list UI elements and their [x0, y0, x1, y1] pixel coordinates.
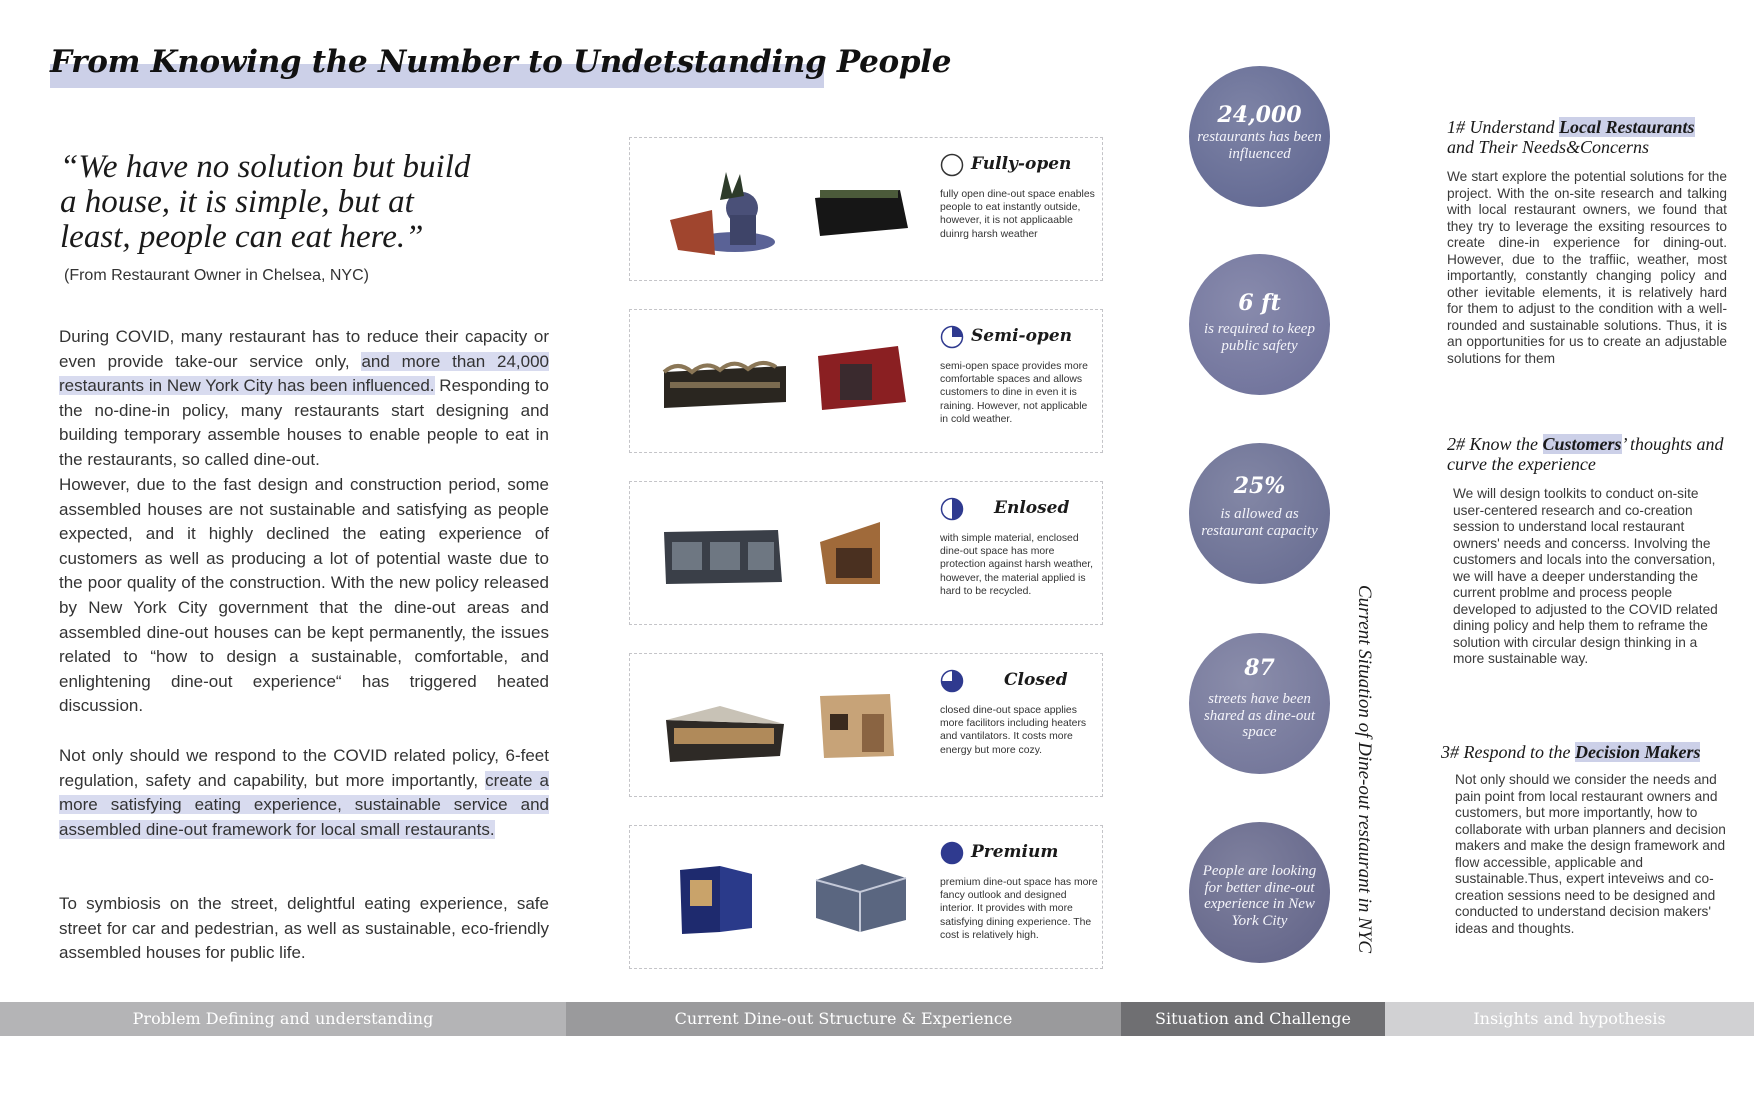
insight-heading	[1441, 742, 1737, 762]
insight-body: Not only should we consider the needs and pain point from local restaurant owners and customers, but more importantly, how to collaborate with urban planners and decision makers and make the design framework and flow accessible, applicable and sustainable.Thus, expert inteveiws and co-creation sessions need to be designed and conducted to understand decision makers' ideas and thoughts.	[1455, 772, 1726, 936]
quote-source: (From Restaurant Owner in Chelsea, NYC)	[64, 267, 369, 284]
p1-text: During COVID, many restaurant has to reduce their capacity or even provide take-our service only,	[59, 327, 549, 371]
structure-title: Closed	[1004, 670, 1068, 690]
quote-line-3: least, people can eat here.”	[60, 219, 424, 255]
insight-1	[1447, 117, 1727, 367]
stat-value: 87	[1244, 655, 1275, 681]
structure-description: fully open dine-out space enables people to eat instantly outside, however, it is not applicaable duinrg harsh weather	[940, 189, 1095, 240]
structure-description: premium dine-out space has more fancy outlook and designed interior. It provides with more satisfying dining experience. The cost is relatively high.	[940, 877, 1098, 941]
stat-circle-streets	[1189, 633, 1330, 774]
structure-description: with simple material, enclosed dine-out space has more protection against harsh weather, however, the material applied is hard to be recycled.	[940, 533, 1094, 597]
structure-card-closed	[629, 653, 1103, 797]
tab-current-structure[interactable]: Current Dine-out Structure & Experience	[566, 1002, 1121, 1036]
structure-title: Premium	[971, 842, 1059, 862]
structure-card-premium	[629, 825, 1103, 969]
body-paragraph-1	[59, 325, 549, 473]
stat-caption: is required to keep public safety	[1204, 321, 1315, 354]
vertical-label-text: Current Situation of Dine-out restaurant in NYC	[1354, 585, 1375, 954]
stat-value: 6 ft	[1238, 290, 1281, 316]
insight-body: We start explore the potential solutions for the project. With the on-site research and talking with local restaurant owners, we found that they try to leverage the exsiting resources to create dine-in experience for dining-out. However, due to the traffiic, weather, most importantly, constantly changing policy and other ievitable elements, it is relatively hard for them to adjust to the condition with a well-rounded and sustainable solutions. Thus, it is an opportunities for us to create an adjustable solutions for them	[1447, 169, 1727, 366]
body-paragraph-4: To symbiosis on the street, delightful eating experience, safe street for car and pedestrian, as well as sustainable, eco-friendly assembled houses for public life.	[59, 894, 549, 963]
heading-prefix: 1# Understand	[1447, 117, 1559, 137]
insight-3	[1441, 742, 1737, 937]
stat-value: 25%	[1233, 473, 1286, 499]
stat-circle-distance	[1189, 254, 1330, 395]
stat-caption: streets have been shared as dine-out space	[1203, 691, 1316, 741]
heading-keyword: Decision Makers	[1574, 742, 1701, 762]
structure-card-fully-open	[629, 137, 1103, 281]
openness-indicator-icon	[940, 497, 964, 521]
outdoor-table-illustration	[660, 160, 790, 258]
body-paragraph-3	[59, 744, 549, 842]
owner-quote	[60, 150, 530, 255]
structure-title: Enlosed	[994, 498, 1070, 518]
p3-highlight: create a more satisfying eating experience, sustainable service and assembled dine-out framework for local small restaurants.	[59, 770, 549, 839]
stat-value: 24,000	[1217, 102, 1302, 128]
situation-vertical-label	[1355, 585, 1377, 955]
body-paragraph-2: However, due to the fast design and construction period, some assembled houses are not sustainable and satisfying as people expected, and it highly declined the eating experience of customers as well as producing a lot of potential waste due to the poor quality of the construction. With the new policy released by New York City government that the dine-out areas and assembled dine-out houses can be kept permanently, the issues related to “how to design a sustainable, comfortable, and enlightening dine-out experience“ has triggered heated discussion.	[59, 475, 549, 716]
heading-prefix: 2# Know the	[1447, 434, 1543, 454]
enclosed-tent-illustration	[660, 504, 790, 602]
indicator-fill	[952, 499, 962, 520]
stat-circle-restaurants	[1189, 66, 1330, 207]
openness-indicator-icon	[940, 325, 964, 349]
heading-keyword: Local Restaurants	[1559, 117, 1695, 137]
stat-circle-experience	[1189, 822, 1330, 963]
tab-insights[interactable]: Insights and hypothesis	[1385, 1002, 1754, 1036]
structure-card-semi-open	[629, 309, 1103, 453]
stat-caption: People are looking for better dine-out experience in New York City	[1202, 863, 1317, 929]
heading-suffix: ’ thoughts and curve the experience	[1447, 434, 1724, 474]
blue-booths-illustration	[660, 848, 790, 946]
insight-body: We will design toolkits to conduct on-site user-centered research and co-creation session to understand local restaurant owners' needs and concerss. Involving the customers and locals into the conversation, we will have a deeper understanding the current problme and process people developed to adjusted to the COVID related dining policy and help them to reframe the solution with circular design thinking in a more sustainable way.	[1453, 486, 1718, 666]
insight-heading	[1447, 434, 1727, 474]
stat-caption: is allowed as restaurant capacity	[1201, 506, 1318, 539]
insight-heading	[1447, 117, 1727, 157]
p3-text: Not only should we respond to the COVID related policy, 6-feet regulation, safety and capability, but more importantly,	[59, 746, 549, 790]
structure-description: closed dine-out space applies more facilitors including heaters and vantilators. It costs more energy but more cozy.	[940, 705, 1087, 756]
page-title: From Knowing the Number to Undetstanding People	[50, 44, 952, 80]
structure-title: Fully-open	[971, 154, 1072, 174]
wooden-hut-illustration	[810, 512, 910, 592]
tab-problem-defining[interactable]: Problem Defining and understanding	[0, 1002, 566, 1036]
structure-title: Semi-open	[971, 326, 1072, 346]
p1-text-end: Responding to the no-dine-in policy, many restaurants start designing and building temporary assemble houses to enable people to eat in the restaurants, so called dine-out.	[59, 376, 549, 469]
heading-keyword: Customers	[1542, 434, 1622, 454]
openness-indicator-icon	[940, 841, 964, 865]
wood-cabin-illustration	[810, 684, 910, 764]
heading-prefix: 3# Respond to the	[1441, 742, 1575, 762]
openness-indicator-icon	[940, 153, 964, 177]
quote-line-2: a house, it is simple, but at	[60, 184, 414, 220]
structure-description: semi-open space provides more comfortable spaces and allows customers to dine in even it is raining. However, not applicable in cold weather.	[940, 361, 1088, 425]
openness-indicator-icon	[940, 669, 964, 693]
tab-situation-challenge[interactable]: Situation and Challenge	[1121, 1002, 1385, 1036]
p1-highlight: and more than 24,000 restaurants in New York City has been influenced.	[59, 351, 549, 396]
quote-line-1: “We have no solution but build	[60, 149, 471, 185]
stat-caption: restaurants has been influenced	[1197, 129, 1322, 162]
covered-patio-illustration	[660, 332, 790, 430]
stat-circle-capacity	[1189, 443, 1330, 584]
structure-card-enclosed	[629, 481, 1103, 625]
red-shed-illustration	[810, 340, 910, 420]
planter-box-illustration	[810, 168, 910, 248]
indicator-fill	[952, 327, 963, 338]
heading-suffix: and Their Needs&Concerns	[1447, 137, 1649, 157]
greenhouse-row-illustration	[660, 676, 790, 774]
glass-greenhouse-illustration	[810, 856, 910, 936]
insight-2	[1447, 434, 1727, 668]
